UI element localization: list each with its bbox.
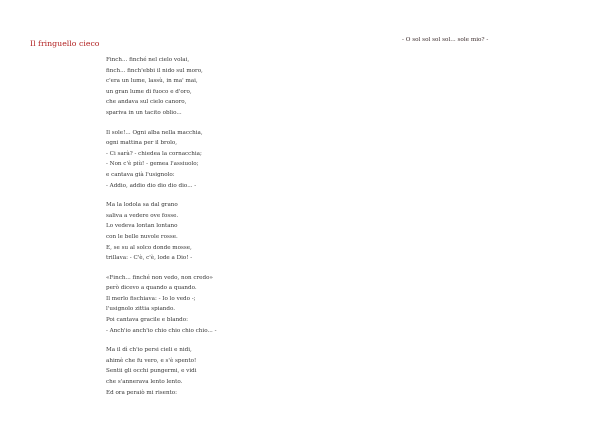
poem-line: con le belle nuvole rosse. (106, 233, 178, 240)
poem-body (106, 55, 346, 407)
poem-line: Ed ora peraiò mi risento: (106, 389, 178, 396)
poem-line: c'era un lume, lassù, in ma' mai, (106, 78, 198, 85)
stanza-4 (106, 273, 346, 337)
poem-line: «Finch... finché non vedo, non credo» (106, 274, 213, 281)
poem-line: Lo vedeva lontan lontano (106, 223, 178, 230)
stanza-2 (106, 128, 346, 192)
poem-line: - Anch'io anch'io chio chio chio chio... - (106, 327, 217, 334)
poem-line: Sentii gli occhi pungermi, e vidi (106, 368, 197, 375)
poem-line: ogni mattina per il brolo, (106, 140, 178, 147)
poem-line: ahimè che fu vero, e s'è spento! (106, 357, 197, 364)
poem-line: Ma la lodola sa dal grano (106, 202, 178, 209)
poem-line: Finch... finché nel cielo volai, (106, 57, 190, 63)
stanza-3 (106, 200, 346, 264)
poem-line: Il sole!... Ogni alba nella macchia, (106, 129, 203, 136)
poem-line: spariva in un tacito oblio... (106, 109, 182, 116)
poem-line: - Non c'è più! - gemea l'assiuolo; (106, 161, 199, 168)
stanza-1 (106, 55, 346, 119)
poem-line: finch... finch'ebbi il nido sul moro, (106, 67, 203, 74)
stanza-5 (106, 345, 346, 398)
poem-epigraph: - O sol sol sol sol... sole mio? - (402, 37, 489, 43)
poem-line: però dicevo a quando a quando. (106, 285, 197, 292)
poem-line: E, se su al solco donde mosse, (106, 244, 192, 251)
poem-line: saliva a vedere ove fosse. (106, 212, 179, 219)
poem-line: - Ci sarà? - chiedea la cornacchia; (106, 150, 202, 157)
poem-line: un gran lume di fuoco e d'oro, (106, 88, 192, 95)
poem-line: e cantava già l'usignolo: (106, 171, 175, 178)
poem-line: che s'annerava lento lento. (106, 379, 183, 386)
poem-line: che andava sul cielo canoro, (106, 99, 187, 106)
poem-line: Poi cantava gracile e blando: (106, 317, 189, 324)
poem-title: Il fringuello cieco (30, 39, 100, 48)
poem-line: l'usignolo zittia spiando. (106, 306, 176, 313)
poem-line: Il merlo fischiava: - Io lo vedo -; (106, 295, 196, 302)
poem-line: Ma il dì ch'io persi cieli e nidi, (106, 347, 192, 354)
poem-line: - Addio, addio dio dio dio dio... - (106, 182, 197, 189)
poem-line: trillava: - C'è, c'è, lode a Dio! - (106, 255, 193, 262)
